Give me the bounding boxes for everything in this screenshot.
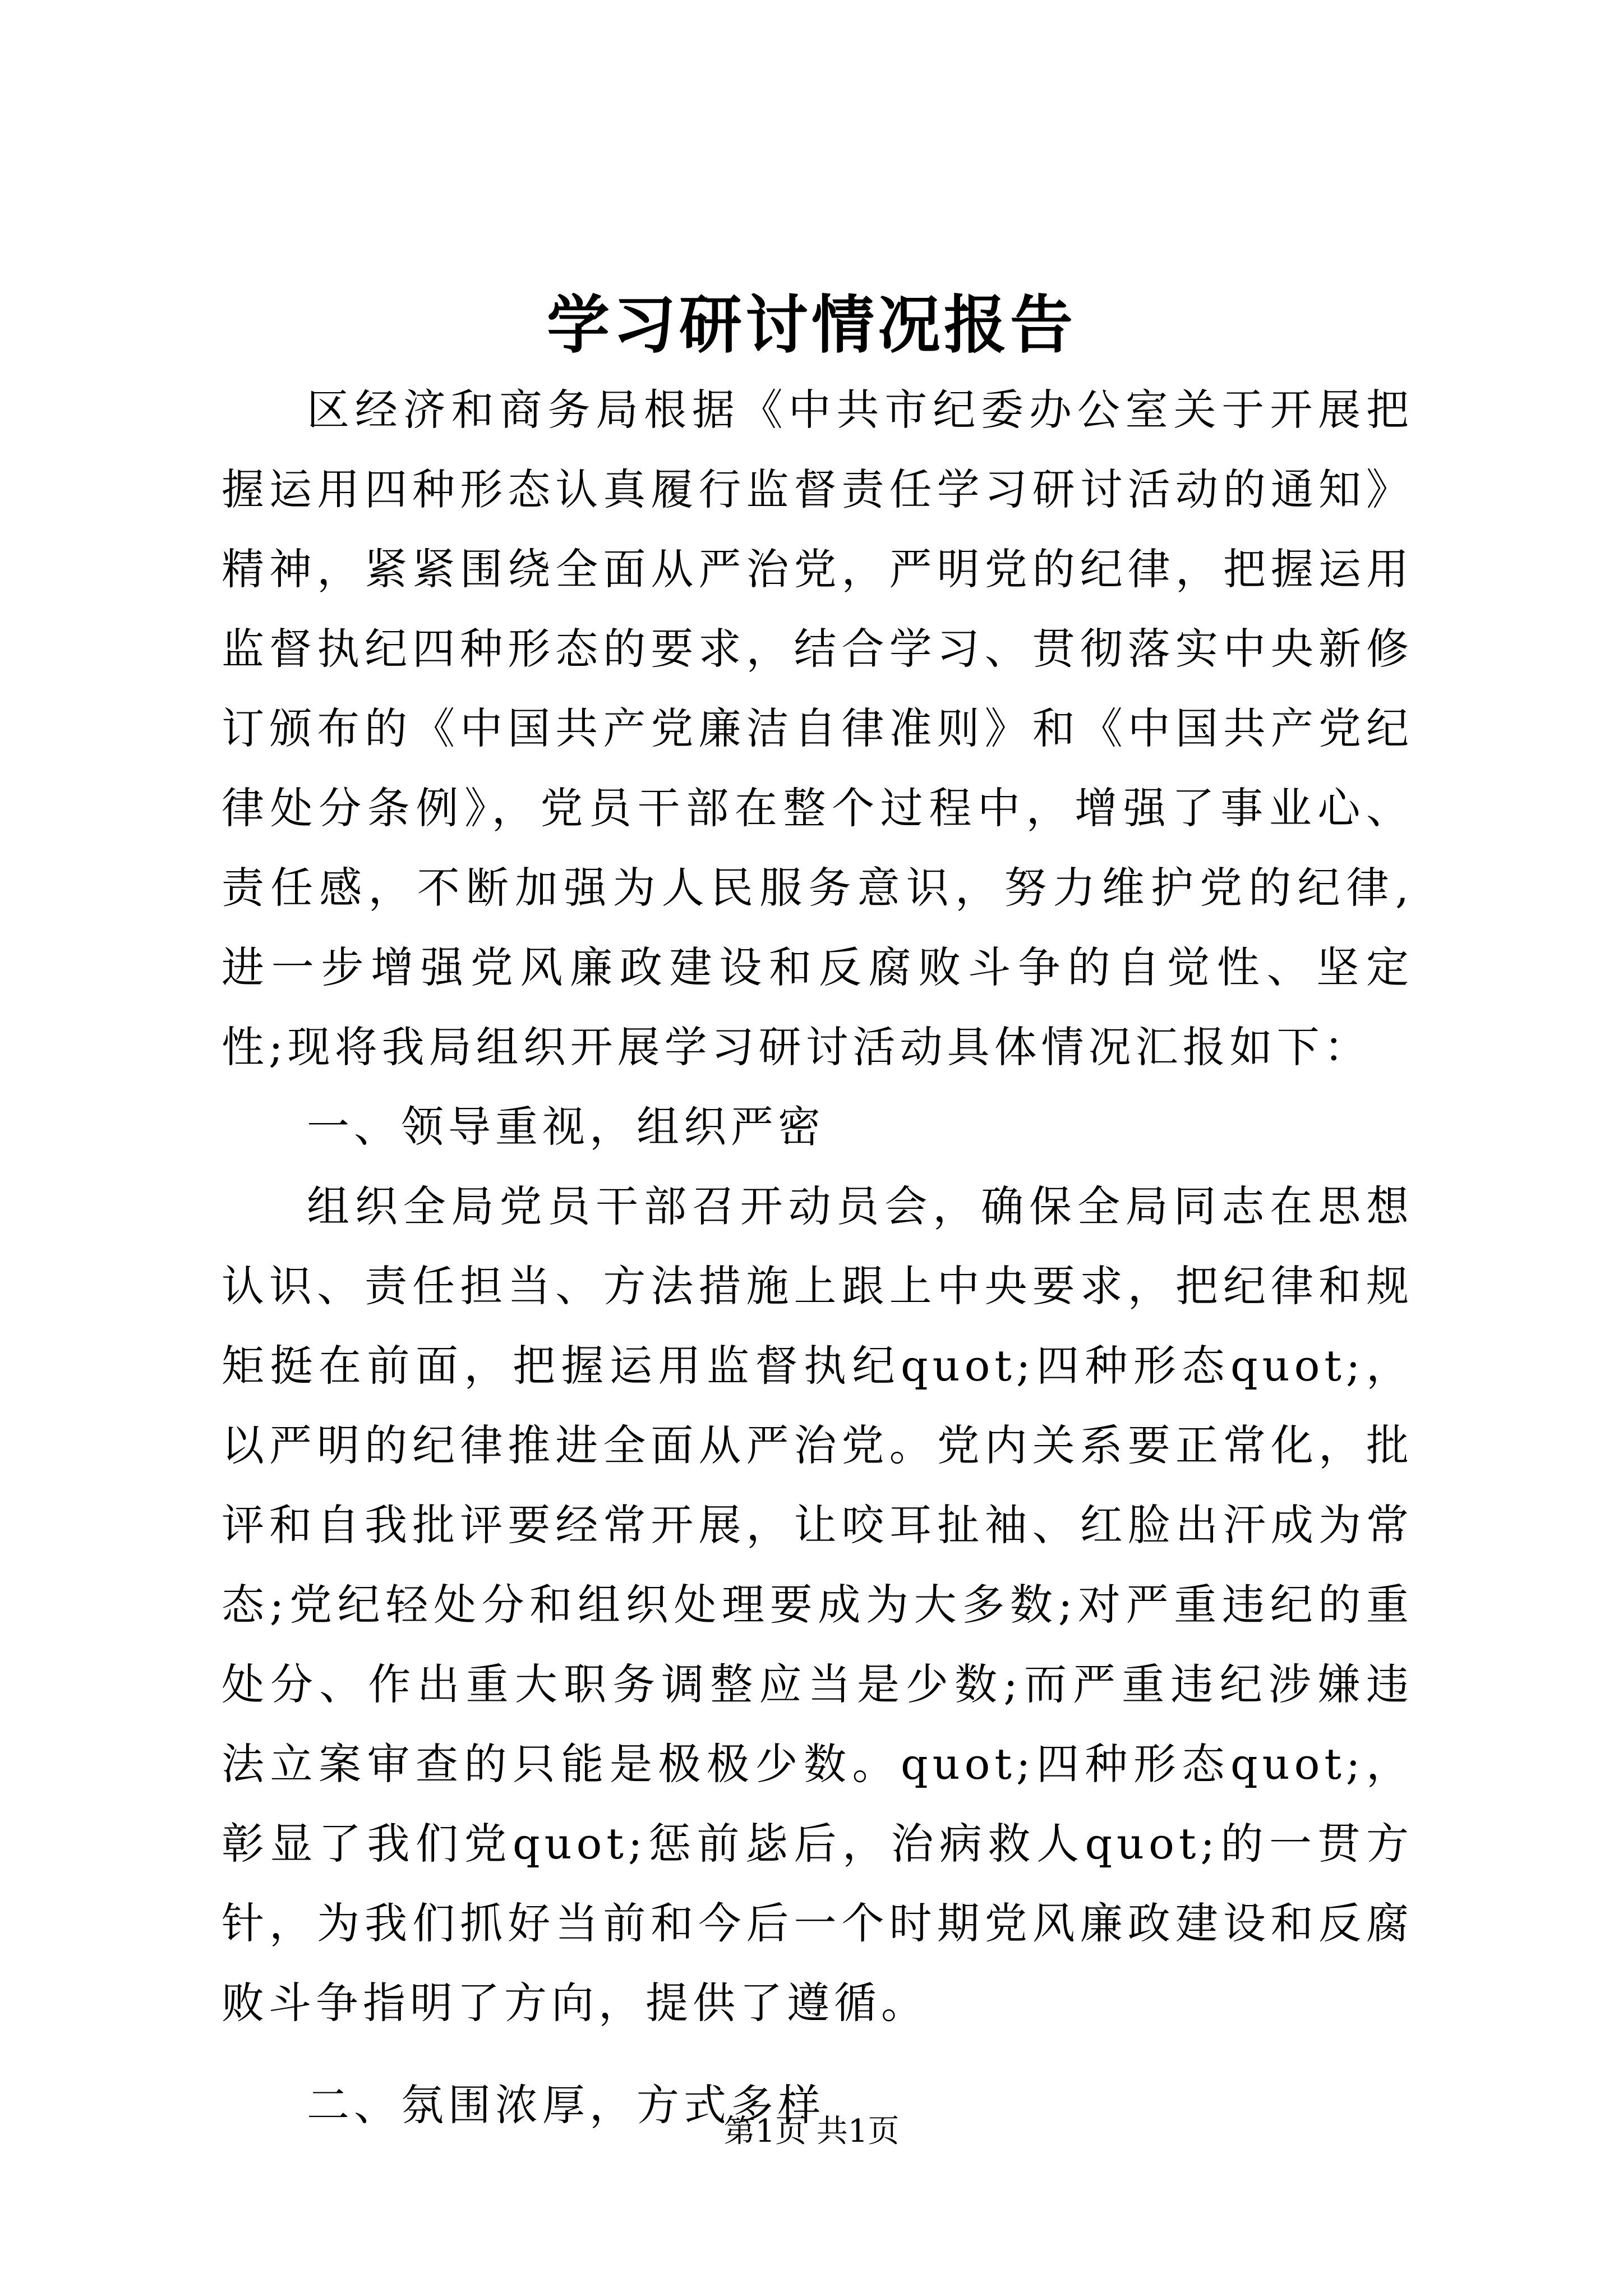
- page-footer: 第1页 共1页: [723, 2113, 900, 2150]
- section-heading-1: 一、领导重视，组织严密: [307, 1102, 825, 1152]
- section-heading-2: 二、氛围浓厚，方式多样: [307, 2080, 825, 2130]
- document-body: [222, 370, 1413, 2145]
- document-title: 学习研讨情况报告: [547, 288, 1076, 362]
- intro-paragraph: 区经济和商务局根据《中共市纪委办公室关于开展把握运用四种形态认真履行监督责任学习研讨活动的通知》精神，紧紧围绕全面从严治党，严明党的纪律，把握运用监督执纪四种形态的要求，结合学习、贯彻落实中央新修订颁布的《中国共产党廉洁自律准则》和《中国共产党纪律处分条例》，党员干部在整个过程中，增强了事业心、责任感，不断加强为人民服务意识，努力维护党的纪律,进一步增强党风廉政建设和反腐败斗争的自觉性、坚定性;现将我局组织开展学习研讨活动具体情况汇报如下：: [222, 385, 1413, 1072]
- section-1-paragraph: 组织全局党员干部召开动员会，确保全局同志在思想认识、责任担当、方法措施上跟上中央要求，把纪律和规矩挺在前面，把握运用监督执纪quot;四种形态quot;，以严明的纪律推进全面从严治党。党内关系要正常化，批评和自我批评要经常开展，让咬耳扯袖、红脸出汗成为常态;党纪轻处分和组织处理要成为大多数;对严重违纪的重处分、作出重大职务调整应当是少数;而严重违纪涉嫌违法立案审查的只能是极极少数。quot;四种形态quot;，彰显了我们党quot;惩前毖后，治病救人quot;的一贯方针，为我们抓好当前和今后一个时期党风廉政建设和反腐败斗争指明了方向，提供了遵循。: [222, 1181, 1413, 2028]
